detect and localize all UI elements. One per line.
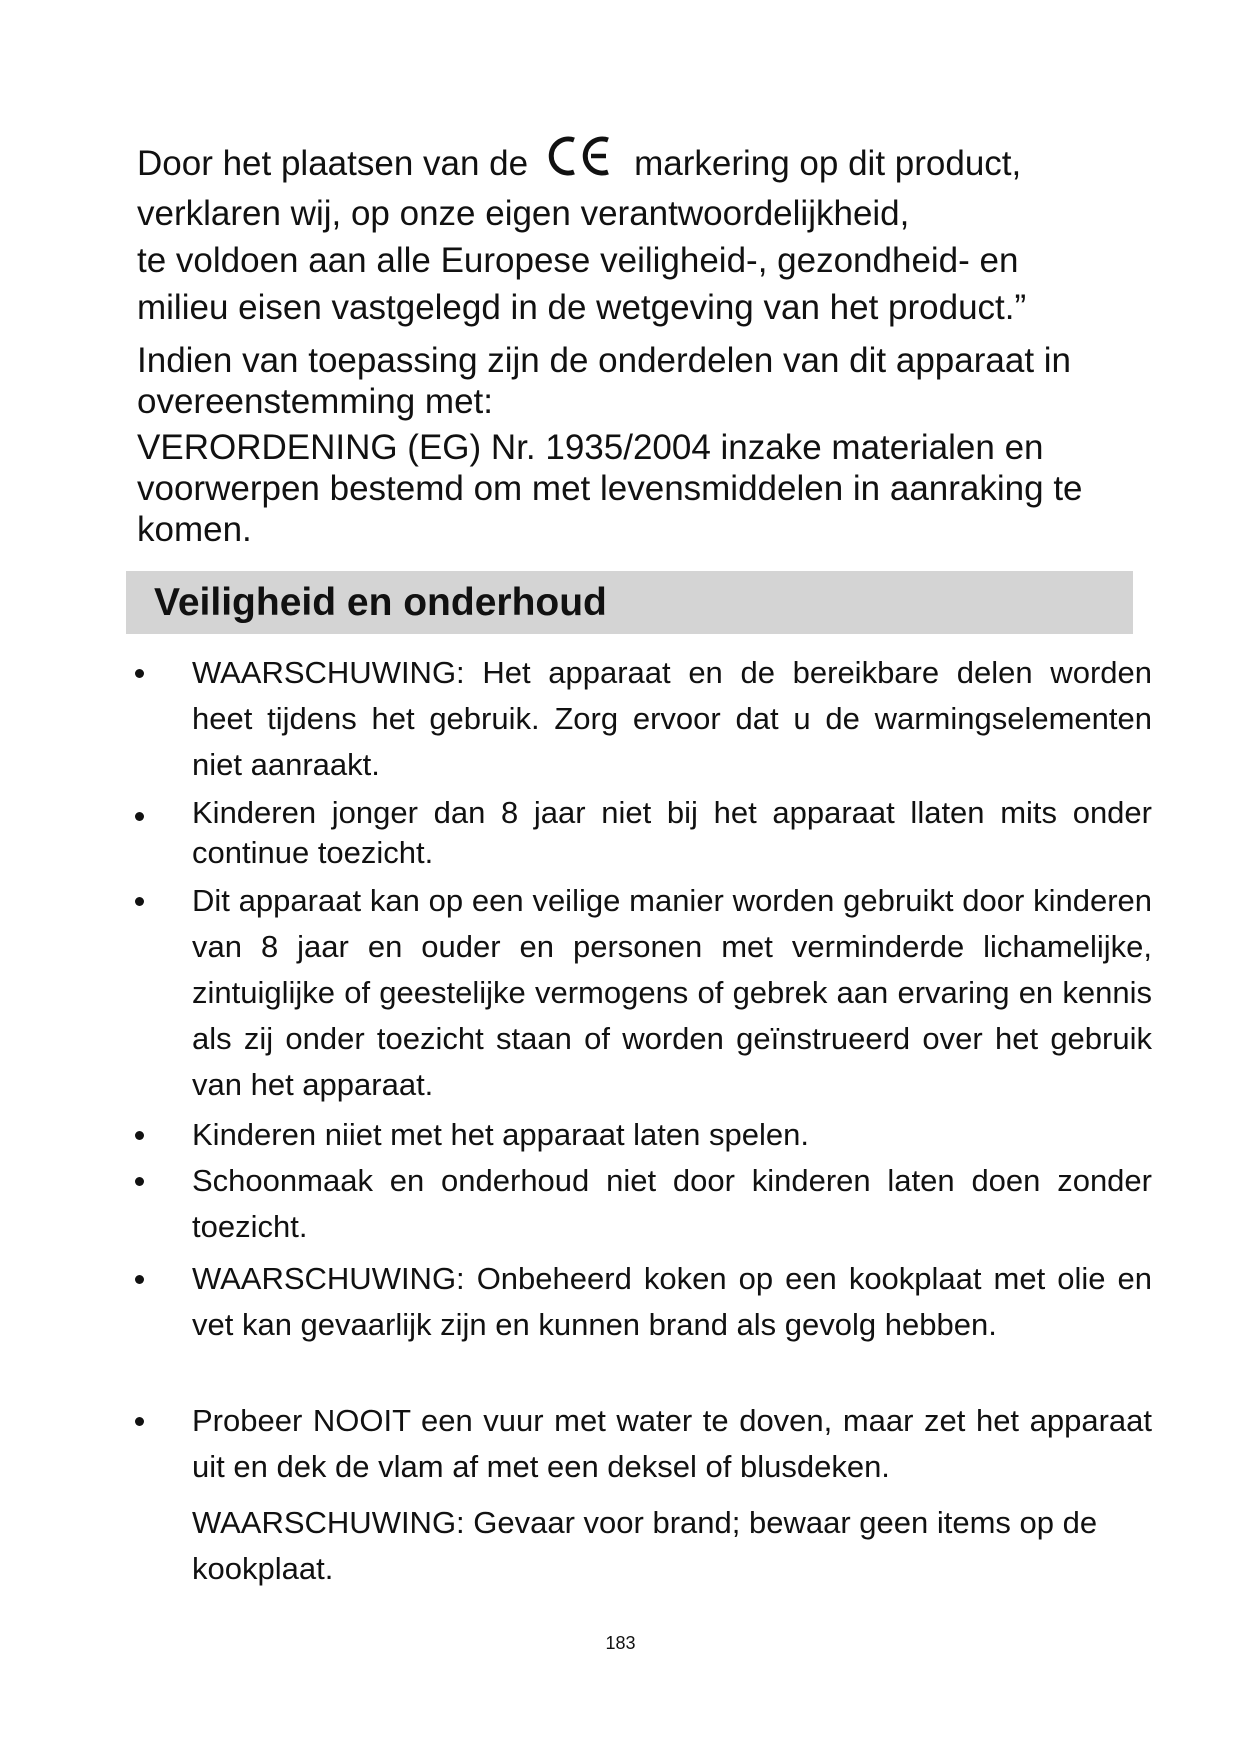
intro-line1-end: markering op dit product, (634, 144, 1022, 183)
list-item: Probeer NOOIT een vuur met water te doven, maar zet het apparaat uit en dek de vlam af met een deksel of blusdeken. (192, 1398, 1152, 1490)
bullet-icon (135, 812, 144, 821)
ce-declaration (137, 140, 1137, 331)
list-item: Dit apparaat kan op een veilige manier worden gebruikt door kinderen van 8 jaar en ouder en personen met verminderde lichamelijke, zintuiglijke of geestelijke vermogens of gebrek aan ervaring en kennis als zij onder toezicht staan of worden geïnstrueerd over het gebruik van het apparaat. (192, 878, 1152, 1108)
regulation-paragraph: VERORDENING (EG) Nr. 1935/2004 inzake materialen en voorwerpen bestemd om met levensmiddelen in aanraking te komen. (137, 428, 1083, 549)
list-item: Kinderen niiet met het apparaat laten spelen. (192, 1112, 1152, 1158)
list-item: WAARSCHUWING: Het apparaat en de bereikbare delen worden heet tijdens het gebruik. Zorg ervoor dat u de warmingselementen niet aanraakt. (192, 650, 1152, 788)
applicability-paragraph: Indien van toepassing zijn de onderdelen van dit apparaat in overeenstemming met: (137, 341, 1072, 421)
intro-line4: milieu eisen vastgelegd in de wetgeving van het product.” (137, 287, 1027, 327)
intro-line1-start: Door het plaatsen van de (137, 144, 529, 183)
bullet-icon (135, 897, 144, 906)
intro-line2: verklaren wij, op onze eigen verantwoordelijkheid, (137, 193, 910, 233)
bullet-icon (135, 1131, 144, 1140)
list-item: Kinderen jonger dan 8 jaar niet bij het apparaat llaten mits onder continue toezicht. (192, 793, 1152, 873)
list-item: WAARSCHUWING: Onbeheerd koken op een kookplaat met olie en vet kan gevaarlijk zijn en kunnen brand als gevolg hebben. (192, 1256, 1152, 1348)
section-header (126, 571, 1133, 634)
section-title: Veiligheid en onderhoud (154, 581, 607, 624)
intro-line3: te voldoen aan alle Europese veiligheid-, gezondheid- en (137, 240, 1019, 280)
page-number: 183 (605, 1633, 636, 1653)
bullet-icon (135, 669, 144, 678)
bullet-icon (135, 1275, 144, 1284)
list-item: Schoonmaak en onderhoud niet door kinderen laten doen zonder toezicht. (192, 1158, 1152, 1250)
ce-mark-logo (548, 134, 614, 190)
bullet-icon (135, 1177, 144, 1186)
bullet-icon (135, 1417, 144, 1426)
fire-warning: WAARSCHUWING: Gevaar voor brand; bewaar geen items op de kookplaat. (192, 1505, 1098, 1586)
